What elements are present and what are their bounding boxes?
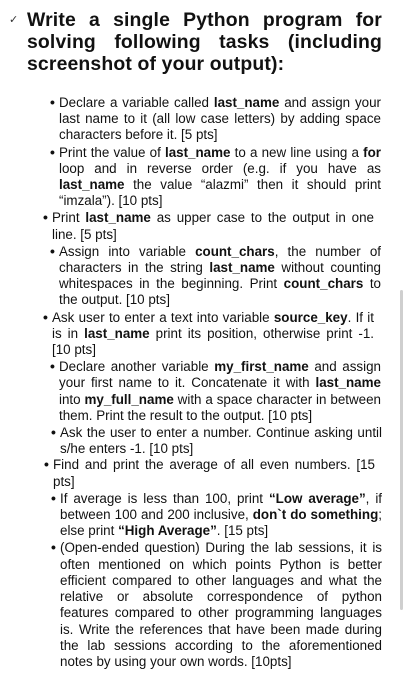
task-item xyxy=(51,539,382,670)
task-list xyxy=(0,95,382,670)
bullet-icon: • xyxy=(50,242,55,259)
task-item xyxy=(43,308,374,359)
task-item xyxy=(50,358,381,424)
task-text-segment: . [15 pts] xyxy=(216,523,269,539)
bullet-icon: • xyxy=(50,143,55,160)
task-keyword: for xyxy=(363,144,381,160)
bullet-icon: • xyxy=(51,424,56,441)
task-text-segment: (Open-ended question) During the lab sessions, it is often mentioned on which points Python is better efficient compared to other languages and what the relative or absolute correspondence of python features compared to other programming languages is. Write the references that have been made during the lab sessions according to the aforementioned notes by using your own words. [10pts] xyxy=(60,540,382,669)
bullet-icon: • xyxy=(50,358,55,375)
task-text xyxy=(59,145,381,209)
task-keyword: last_name xyxy=(59,177,125,193)
task-text-segment: to the output. [10 pts] xyxy=(59,276,381,308)
task-item xyxy=(43,209,374,242)
task-keyword: last_name xyxy=(315,375,381,391)
task-keyword: last_name xyxy=(84,325,150,341)
task-text-segment: print its position, otherwise print -1. [10 pts] xyxy=(52,325,374,358)
bullet-icon: • xyxy=(44,456,49,473)
task-text-segment: Ask the user to enter a number. Continue asking until s/he enters -1. [10 pts] xyxy=(60,425,382,457)
bullet-icon: • xyxy=(51,489,56,506)
assignment-heading: Write a single Python program for solving following tasks (including screenshot of your output): xyxy=(27,9,382,75)
task-text-segment: Print xyxy=(52,210,86,226)
task-keyword: last_name xyxy=(85,210,151,226)
task-text-segment: . If it is in xyxy=(52,309,374,341)
task-text-segment: with a space character in between them. Print the result to the output. [10 pts] xyxy=(59,391,381,423)
task-item xyxy=(51,489,383,540)
task-text-segment: Declare another variable xyxy=(59,359,215,375)
task-text-segment: to a new line using a xyxy=(230,144,364,160)
task-item xyxy=(50,242,381,309)
task-text-segment: as upper case to the output in one line. [5 pts] xyxy=(52,210,374,242)
task-text-segment: and assign your last name to it (all low case letters) by adding space characters before it. [5 pts] xyxy=(59,95,381,143)
task-text xyxy=(60,491,382,538)
task-keyword: count_chars xyxy=(283,276,364,292)
task-text-segment: Find and print the average of all even numbers. [15 pts] xyxy=(53,457,375,489)
task-text-segment: Assign into variable xyxy=(59,243,196,259)
task-keyword: last_name xyxy=(209,260,275,276)
task-item xyxy=(50,143,381,210)
task-keyword: source_key xyxy=(273,309,348,325)
task-keyword: “Low average” xyxy=(268,490,366,506)
task-text-segment: without counting whitespaces in the beginning. Print xyxy=(59,260,381,292)
task-keyword: “High Average” xyxy=(118,523,217,539)
task-keyword: my_first_name xyxy=(214,359,309,375)
task-text xyxy=(52,210,374,241)
scrollbar-thumb[interactable] xyxy=(400,290,403,610)
task-text-segment: into xyxy=(59,391,85,407)
task-keyword: don`t do something xyxy=(252,507,379,523)
bullet-icon: • xyxy=(43,308,48,325)
task-text xyxy=(53,457,375,488)
task-text xyxy=(60,540,382,668)
task-text-segment: the value “alazmi” then it should print “imzala”). [10 pts] xyxy=(59,177,381,209)
task-keyword: count_chars xyxy=(195,243,275,259)
task-keyword: last_name xyxy=(213,95,280,110)
task-text-segment: Declare a variable called xyxy=(59,95,214,110)
task-text-segment: , if between 100 and 200 inclusive, xyxy=(60,490,383,523)
task-text-segment: If average is less than 100, print xyxy=(60,490,269,506)
task-text xyxy=(60,425,382,456)
task-text-segment: , the number of characters in the string xyxy=(59,243,381,276)
check-mark-icon: ✓ xyxy=(9,14,19,26)
task-keyword: last_name xyxy=(164,144,231,160)
task-item xyxy=(44,456,375,489)
task-text-segment: loop and in reverse order (e.g. if you have as xyxy=(59,160,381,176)
task-text xyxy=(59,244,381,308)
task-text xyxy=(59,359,381,423)
task-text-segment: Ask user to enter a text into variable xyxy=(52,309,274,325)
task-item xyxy=(50,94,381,144)
task-text-segment: Print the value of xyxy=(59,144,165,160)
bullet-icon: • xyxy=(43,209,48,226)
task-item xyxy=(51,424,382,457)
task-keyword: my_full_name xyxy=(84,391,174,407)
bullet-icon: • xyxy=(50,94,55,110)
task-text xyxy=(52,310,374,357)
task-text xyxy=(59,95,381,142)
bullet-icon: • xyxy=(51,539,56,556)
task-text-segment: ; else print xyxy=(60,507,382,539)
task-text-segment: and assign your first name to it. Concatenate it with xyxy=(59,359,381,391)
